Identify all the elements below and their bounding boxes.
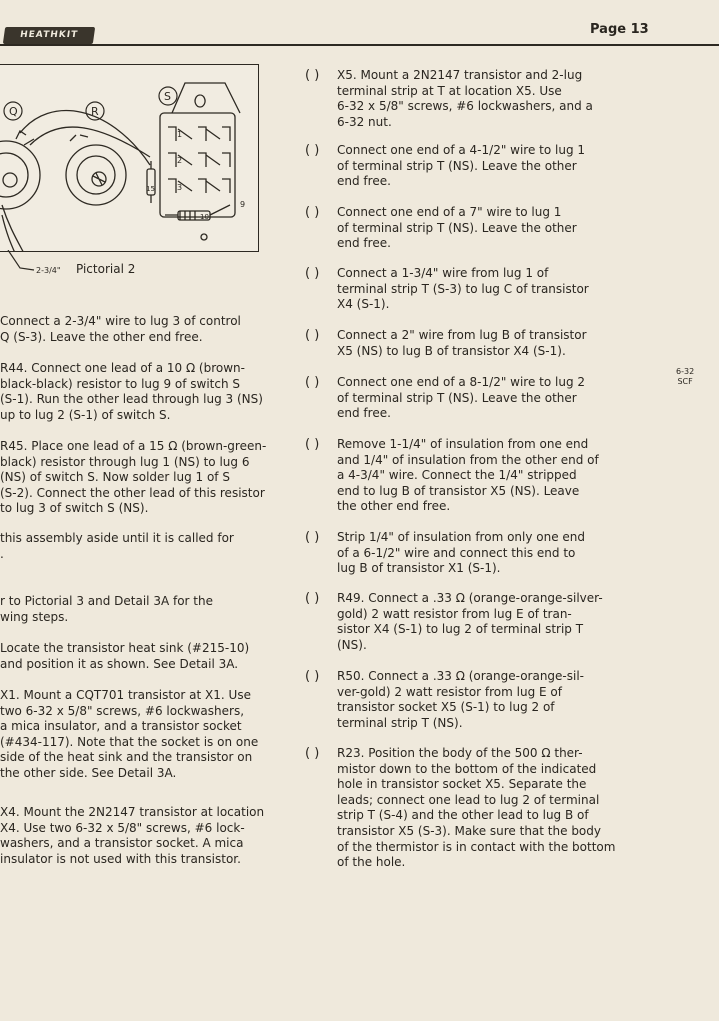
margin-note: 6-32 SCF	[676, 367, 695, 386]
step-text: Strip 1/4" of insulation from only one end of a 6-1/2" wire and connect this end to lug B of transistor X1 (S-1).	[337, 530, 586, 576]
left-paragraph: Connect a 2-3/4" wire to lug 3 of control Q (S-3). Leave the other end free.	[0, 314, 241, 344]
control-r-body	[66, 145, 126, 205]
left-paragraph: R44. Connect one lead of a 10 Ω (brown- black-black) resistor to lug 9 of switch S (S-1). Run the other lead through lug 3 (NS) up to lug 2 (S-1) of switch S.	[0, 361, 263, 422]
step-checkbox[interactable]: ( )	[305, 591, 320, 606]
left-paragraph: this assembly aside until it is called for .	[0, 531, 234, 561]
step-checkbox[interactable]: ( )	[305, 266, 320, 281]
step-checkbox[interactable]: ( )	[305, 437, 320, 452]
label-lug-3: 3	[177, 183, 183, 192]
label-lug-15: 15	[146, 185, 155, 193]
page-number: Page 13	[590, 22, 649, 37]
step-text: Connect a 1-3/4" wire from lug 1 of terminal strip T (S-3) to lug C of transistor X4 (S-1).	[337, 266, 589, 312]
label-lug-1: 1	[177, 130, 183, 139]
left-paragraph: Locate the transistor heat sink (#215-10) and position it as shown. See Detail 3A.	[0, 641, 250, 671]
left-paragraph: R45. Place one lead of a 15 Ω (brown-green- black) resistor through lug 1 (NS) to lug 6 (NS) of switch S. Now solder lug 1 of S (S-2). Connect the other lead of this resistor to lug 3 of switch S (NS).	[0, 439, 267, 516]
left-paragraph: X4. Mount the 2N2147 transistor at location X4. Use two 6-32 x 5/8" screws, #6 lock- washers, and a transistor socket. A mica insulator is not used with this transistor.	[0, 805, 265, 866]
step-text: R49. Connect a .33 Ω (orange-orange-silver- gold) 2 watt resistor from lug E of tran- sistor X4 (S-1) to lug 2 of terminal strip T (NS).	[337, 591, 603, 652]
left-paragraph: r to Pictorial 3 and Detail 3A for the wing steps.	[0, 594, 213, 624]
step-checkbox[interactable]: ( )	[305, 669, 320, 684]
step-checkbox[interactable]: ( )	[305, 205, 320, 220]
step-checkbox[interactable]: ( )	[305, 530, 320, 545]
label-lug-9: 9	[240, 200, 246, 209]
heathkit-logo: HEATHKIT	[3, 27, 95, 44]
step-text: R50. Connect a .33 Ω (orange-orange-sil- ver-gold) 2 watt resistor from lug E of transistor socket X5 (S-1) to lug 2 of terminal strip T (NS).	[337, 669, 585, 730]
pictorial-figure	[0, 64, 259, 252]
step-text: Connect one end of a 4-1/2" wire to lug 1 of terminal strip T (NS). Leave the other end free.	[337, 143, 586, 189]
step-text: Connect a 2" wire from lug B of transistor X5 (NS) to lug B of transistor X4 (S-1).	[337, 328, 587, 358]
label-q: Q	[9, 105, 18, 118]
step-checkbox[interactable]: ( )	[305, 746, 320, 761]
step-text: R23. Position the body of the 500 Ω ther- mistor down to the bottom of the indicated hole in transistor socket X5. Separate the leads; connect one lead to lug 2 of terminal strip T (S-4) and the other lead to lug B of transistor X5 (S-3). Make sure that the body of the thermistor is in contact with the bottom of the hole.	[337, 746, 616, 870]
step-checkbox[interactable]: ( )	[305, 375, 320, 390]
label-s: S	[164, 90, 171, 103]
dimension-arrow	[0, 250, 40, 276]
label-lug-10: 10	[200, 213, 209, 221]
step-checkbox[interactable]: ( )	[305, 143, 320, 158]
step-text: Remove 1-1/4" of insulation from one end and 1/4" of insulation from the other end of a 4-3/4" wire. Connect the 1/4" stripped end to lug B of transistor X5 (NS). Leave the other end free.	[337, 437, 599, 514]
step-text: Connect one end of a 7" wire to lug 1 of terminal strip T (NS). Leave the other end free.	[337, 205, 577, 251]
header-rule	[0, 44, 719, 46]
dimension-label: 2-3/4"	[36, 266, 61, 275]
step-text: Connect one end of a 8-1/2" wire to lug 2 of terminal strip T (NS). Leave the other end free.	[337, 375, 586, 421]
step-checkbox[interactable]: ( )	[305, 328, 320, 343]
step-text: X5. Mount a 2N2147 transistor and 2-lug terminal strip at T at location X5. Use 6-32 x 5/8" screws, #6 lockwashers, and a 6-32 nut.	[337, 68, 593, 129]
label-r: R	[91, 105, 99, 118]
pictorial-caption: Pictorial 2	[76, 262, 136, 276]
switch-s-body	[160, 113, 235, 217]
label-lug-2: 2	[177, 156, 183, 165]
pictorial-drawing	[0, 65, 258, 251]
step-checkbox[interactable]: ( )	[305, 68, 320, 83]
left-paragraph: X1. Mount a CQT701 transistor at X1. Use two 6-32 x 5/8" screws, #6 lockwashers, a mica insulator, and a transistor socket (#434-117). Note that the socket is on one side of the heat sink and the transistor on the other side. See Detail 3A.	[0, 688, 259, 780]
